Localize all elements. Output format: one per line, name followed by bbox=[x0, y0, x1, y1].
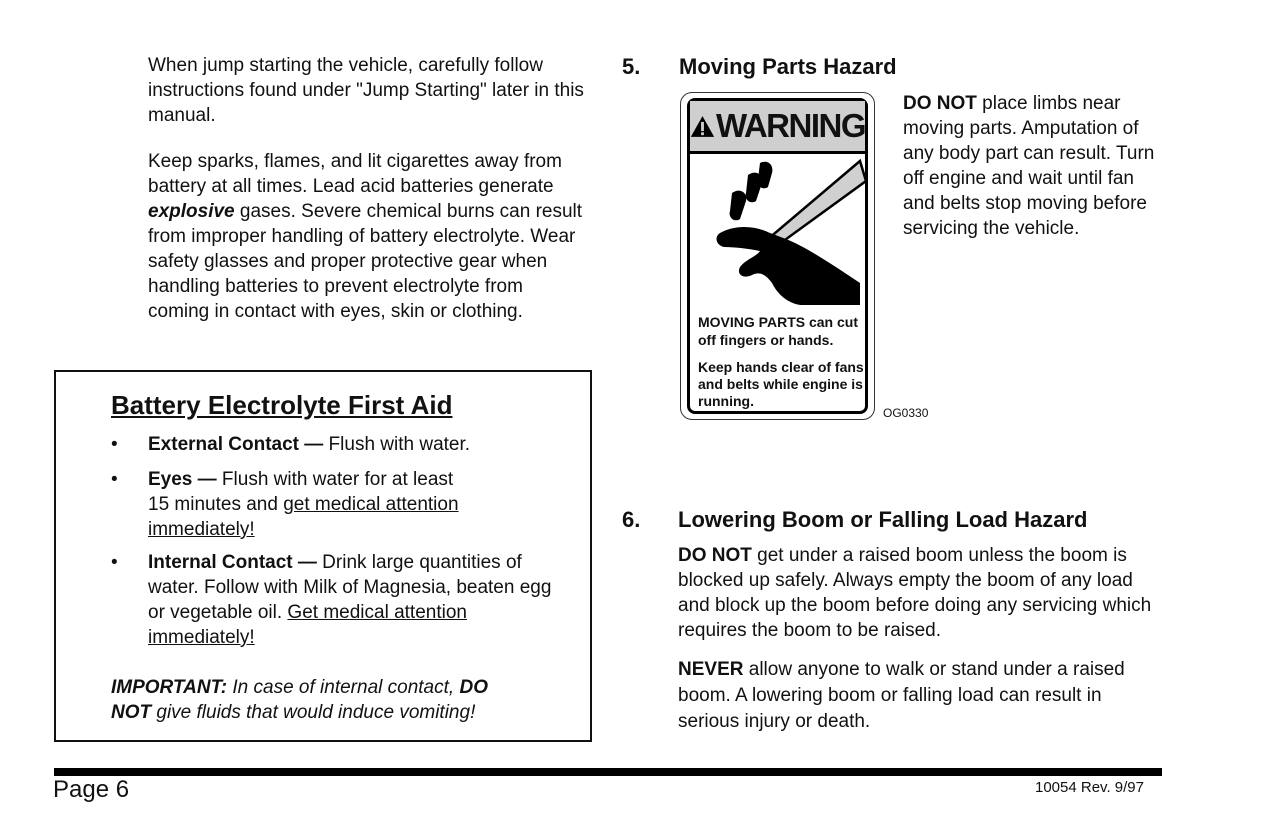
sign-code: OG0330 bbox=[883, 406, 929, 420]
section-5-text: DO NOT place limbs near moving parts. Amputation of any body part can result. Turn off engine and wait until fan and belts stop moving before servicing the vehicle. bbox=[903, 93, 1155, 239]
page-number: Page 6 bbox=[53, 776, 130, 803]
warning-label: WARNING bbox=[716, 107, 865, 144]
section-6-number: 6. bbox=[622, 507, 641, 532]
section-6-paragraph-2: NEVER allow anyone to walk or stand under a raised boom. A lowering boom or falling load can result in serious injury or death. bbox=[678, 659, 1125, 732]
first-aid-title: Battery Electrolyte First Aid bbox=[111, 390, 453, 420]
section-6-title: Lowering Boom or Falling Load Hazard bbox=[678, 507, 1088, 532]
battery-safety-text-cont: gases. Severe chemical burns can result from improper handling of battery electrolyte. Wear safety glasses and proper protective gear when handling batteries to prevent electrolyte from coming in contact with eyes, skin or clothing. bbox=[148, 201, 583, 322]
hand-blade-pictogram-icon bbox=[690, 153, 867, 308]
warning-header bbox=[690, 101, 865, 154]
battery-safety-paragraph bbox=[148, 149, 583, 324]
explosive-emphasis: explosive bbox=[148, 201, 235, 222]
revision-number: 10054 Rev. 9/97 bbox=[1035, 779, 1144, 796]
first-aid-item-internal: Internal Contact — Drink large quantities of water. Follow with Milk of Magnesia, beaten egg or vegetable oil. Get medical attention immediately! bbox=[148, 552, 552, 648]
sign-text-moving-parts: MOVING PARTS can cut off fingers or hands. bbox=[698, 314, 858, 348]
warning-sign bbox=[680, 92, 875, 420]
section-5-title: Moving Parts Hazard bbox=[679, 54, 897, 79]
warning-sign-frame bbox=[687, 98, 868, 414]
bullet-icon: • bbox=[111, 434, 118, 455]
battery-safety-text: Keep sparks, flames, and lit cigarettes away from battery at all times. Lead acid batteries generate bbox=[148, 151, 562, 197]
bullet-icon: • bbox=[111, 469, 118, 490]
warning-triangle-icon bbox=[690, 113, 715, 140]
footer-rule bbox=[54, 768, 1162, 776]
first-aid-item-eyes: Eyes — Flush with water for at least 15 minutes and get medical attention immediately! bbox=[148, 469, 459, 540]
important-note: IMPORTANT: In case of internal contact, DO NOT give fluids that would induce vomiting! bbox=[111, 677, 488, 723]
section-6-paragraph-1: DO NOT get under a raised boom unless the boom is blocked up safely. Always empty the boom of any load and block up the boom before doing any servicing which requires the boom to be raised. bbox=[678, 545, 1152, 641]
jump-start-paragraph: When jump starting the vehicle, carefully follow instructions found under "Jump Starting" later in this manual. bbox=[148, 55, 584, 126]
first-aid-item-external: External Contact — Flush with water. bbox=[148, 434, 471, 455]
section-5-number: 5. bbox=[622, 54, 641, 79]
bullet-icon: • bbox=[111, 552, 118, 573]
sign-text-keep-clear: Keep hands clear of fans and belts while engine is running. bbox=[698, 359, 864, 409]
